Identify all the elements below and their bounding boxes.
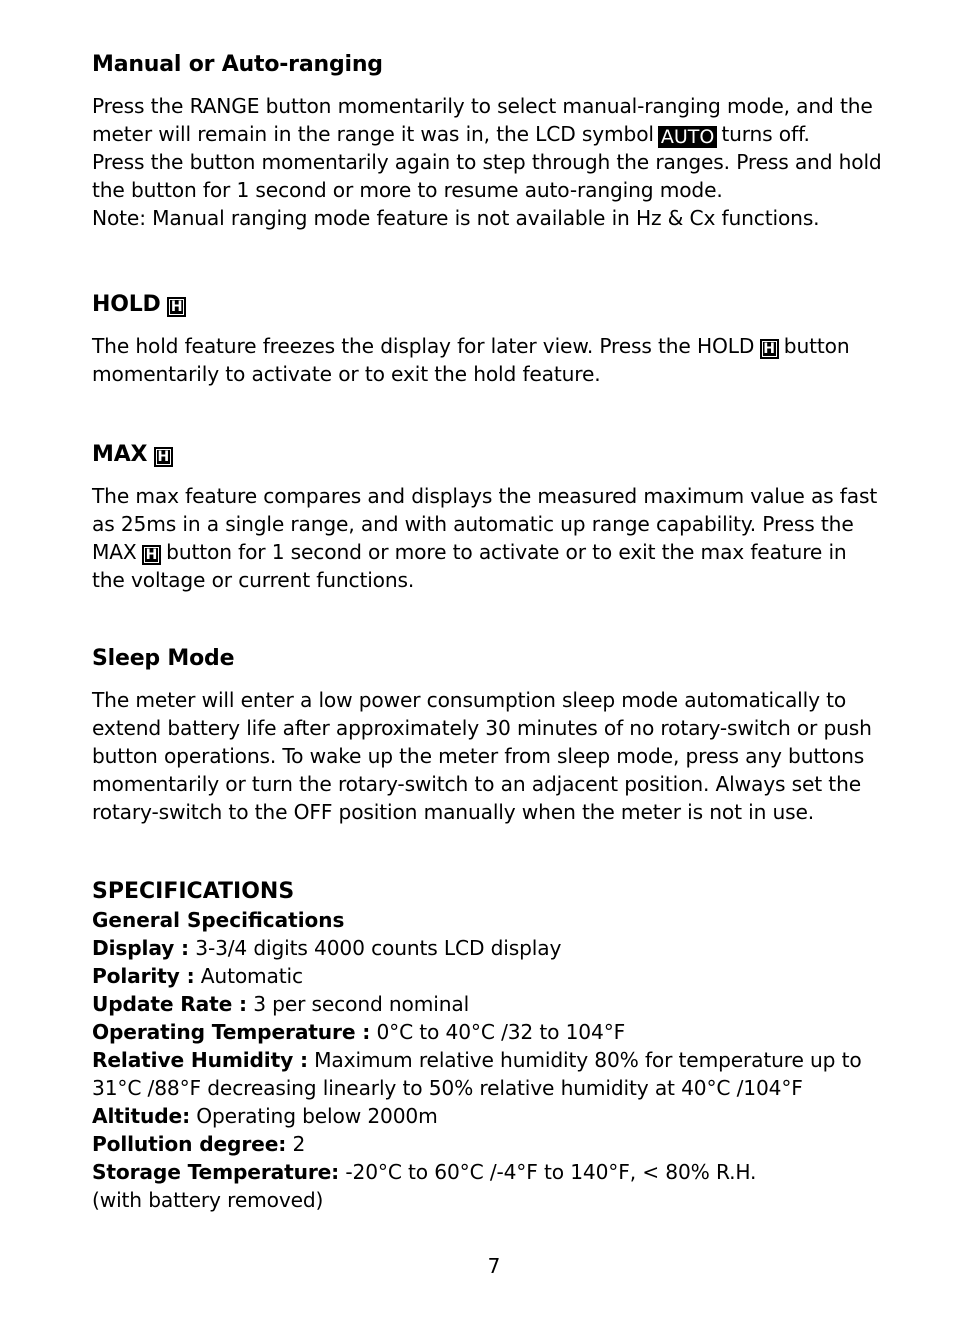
document-page: [92, 50, 904, 1214]
paragraph-line: MAX H button for 1 second or more to activate or to exit the max feature in: [92, 540, 847, 564]
max-h-icon: H: [155, 448, 172, 466]
spec-storage-temperature: Storage Temperature: -20°C to 60°C /-4°F to 140°F, < 80% R.H.: [92, 1160, 757, 1184]
spec-polarity: Polarity : Automatic: [92, 964, 303, 988]
spec-operating-temperature: Operating Temperature : 0°C to 40°C /32 to 104°F: [92, 1020, 626, 1044]
paragraph-line: momentarily or turn the rotary-switch to an adjacent position. Always set the: [92, 772, 861, 796]
hold-h-icon: H: [168, 298, 185, 316]
heading-manual-ranging: Manual or Auto-ranging: [92, 52, 383, 77]
heading-hold: HOLD H: [92, 290, 904, 320]
paragraph-line: The meter will enter a low power consumption sleep mode automatically to: [92, 688, 847, 712]
spec-altitude: Altitude: Operating below 2000m: [92, 1104, 438, 1128]
auto-lcd-symbol: AUTO: [658, 126, 717, 148]
max-h-icon: H: [143, 546, 160, 564]
spec-relative-humidity: Relative Humidity : Maximum relative humidity 80% for temperature up to: [92, 1048, 862, 1072]
heading-specifications: SPECIFICATIONS: [92, 879, 295, 904]
spec-storage-temperature-cont: (with battery removed): [92, 1188, 324, 1212]
note-line: Note: Manual ranging mode feature is not available in Hz & Cx functions.: [92, 206, 820, 230]
paragraph-line: the button for 1 second or more to resume auto-ranging mode.: [92, 178, 723, 202]
spec-update-rate: Update Rate : 3 per second nominal: [92, 992, 470, 1016]
section-hold: [92, 290, 904, 388]
section-max: [92, 440, 904, 594]
paragraph-line: Press the button momentarily again to step through the ranges. Press and hold: [92, 150, 882, 174]
paragraph-line: momentarily to activate or to exit the hold feature.: [92, 362, 601, 386]
heading-sleep-mode: Sleep Mode: [92, 646, 235, 671]
spec-display: Display : 3-3/4 digits 4000 counts LCD display: [92, 936, 562, 960]
heading-max: MAX H: [92, 440, 904, 470]
paragraph-line: as 25ms in a single range, and with automatic up range capability. Press the: [92, 512, 854, 536]
section-manual-ranging: [92, 50, 904, 232]
paragraph-line: The max feature compares and displays the measured maximum value as fast: [92, 484, 878, 508]
paragraph-line: rotary-switch to the OFF position manually when the meter is not in use.: [92, 800, 815, 824]
paragraph-line: the voltage or current functions.: [92, 568, 415, 592]
paragraph-line: Press the RANGE button momentarily to select manual-ranging mode, and the: [92, 94, 873, 118]
spec-relative-humidity-cont: 31°C /88°F decreasing linearly to 50% relative humidity at 40°C /104°F: [92, 1076, 803, 1100]
paragraph-line: meter will remain in the range it was in, the LCD symbol AUTO turns off.: [92, 122, 810, 148]
section-specifications: [92, 878, 904, 1214]
section-sleep-mode: [92, 644, 904, 826]
hold-h-icon: H: [761, 340, 778, 358]
spec-pollution-degree: Pollution degree: 2: [92, 1132, 306, 1156]
paragraph-line: The hold feature freezes the display for later view. Press the HOLD H button: [92, 334, 850, 358]
page-number: 7: [487, 1254, 501, 1278]
paragraph-line: button operations. To wake up the meter from sleep mode, press any buttons: [92, 744, 865, 768]
paragraph-line: extend battery life after approximately 30 minutes of no rotary-switch or push: [92, 716, 872, 740]
subheading-general-specifications: General Specifications: [92, 908, 345, 932]
